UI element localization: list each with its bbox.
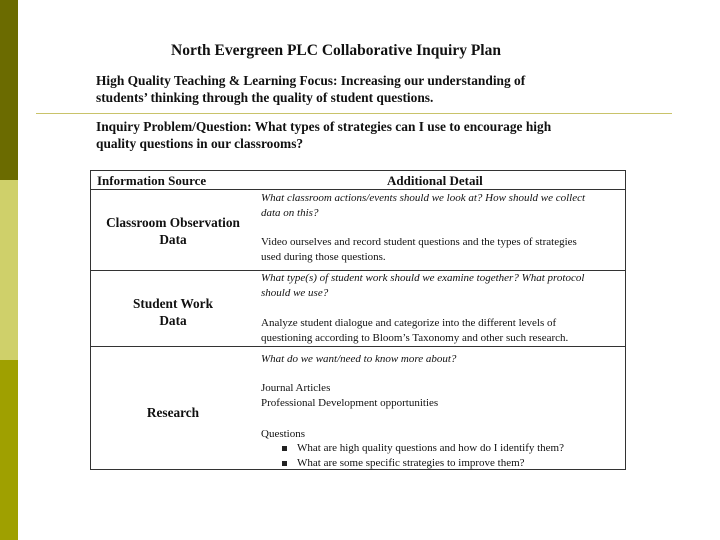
source-research: Research	[146, 405, 200, 420]
focus-line-1: High Quality Teaching & Learning Focus: Increasing our understanding of	[96, 73, 526, 88]
row3-prompt: What do we want/need to know more about?	[261, 353, 457, 365]
inquiry-table	[90, 170, 626, 470]
questions-list	[279, 441, 619, 470]
detail-line: questioning according to Bloom’s Taxonomy and other such research.	[261, 331, 569, 344]
header-information-source: Information Source	[97, 173, 207, 188]
detail-line: Analyze student dialogue and categorize into the different levels of	[261, 317, 557, 329]
row2-detail	[261, 316, 621, 345]
bullet-icon	[282, 446, 287, 451]
accent-bar-segment-bottom	[0, 360, 18, 540]
detail-line: used during those questions.	[261, 250, 386, 263]
bullet-text: What are high quality questions and how do I identify them?	[297, 442, 564, 454]
source-line: Student Work	[133, 296, 213, 311]
list-item	[279, 456, 619, 471]
focus-statement	[96, 72, 616, 106]
source-student-work	[91, 295, 255, 329]
row2-prompt	[261, 271, 621, 300]
source-classroom-observation	[91, 214, 255, 248]
question-line-1: Inquiry Problem/Question: What types of strategies can I use to encourage high	[96, 119, 552, 134]
question-line-2: quality questions in our classrooms?	[96, 136, 304, 151]
source-line: Data	[159, 232, 187, 247]
row3-questions-label: Questions	[261, 428, 305, 440]
accent-bar-segment-middle	[0, 180, 18, 360]
divider-rule	[36, 113, 672, 114]
detail-line: Video ourselves and record student questions and the types of strategies	[261, 236, 577, 248]
row1-prompt	[261, 191, 621, 220]
prompt-line: What classroom actions/events should we look at? How should we collect	[261, 192, 586, 204]
header-divider	[91, 189, 625, 190]
row1-detail	[261, 235, 621, 264]
prompt-line: What type(s) of student work should we examine together? What protocol	[261, 272, 585, 284]
source-line: Data	[159, 313, 187, 328]
row-divider	[91, 346, 625, 347]
inquiry-question	[96, 118, 616, 152]
bullet-icon	[282, 461, 287, 466]
prompt-line: data on this?	[261, 206, 319, 219]
list-item	[279, 441, 619, 456]
bullet-text: What are some specific strategies to improve them?	[297, 456, 525, 469]
header-additional-detail: Additional Detail	[387, 173, 483, 188]
left-accent-bar	[0, 0, 18, 540]
focus-line-2: students’ thinking through the quality of student questions.	[96, 90, 434, 105]
page-title: North Evergreen PLC Collaborative Inquiry Plan	[171, 42, 501, 59]
row3-detail-pd: Professional Development opportunities	[261, 397, 439, 409]
prompt-line: should we use?	[261, 286, 329, 299]
accent-bar-segment-top	[0, 0, 18, 180]
source-line: Classroom Observation	[106, 215, 240, 230]
row3-detail-journal: Journal Articles	[261, 382, 331, 394]
